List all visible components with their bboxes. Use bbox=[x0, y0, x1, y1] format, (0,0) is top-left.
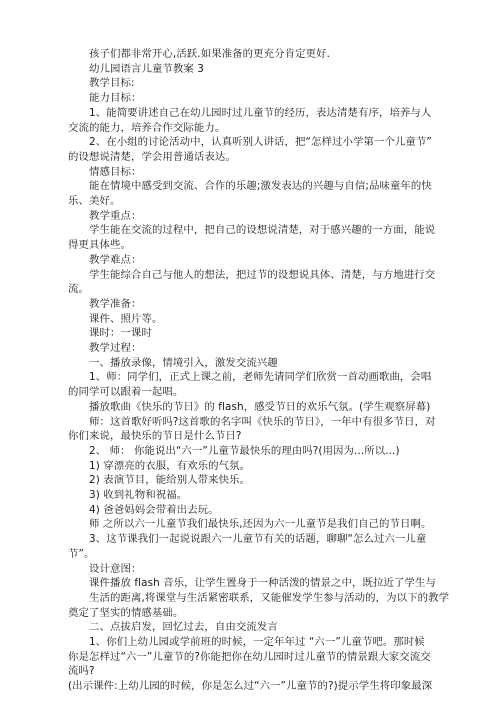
text-line: 学生能在交流的过程中，把自己的设想说清楚，对于感兴趣的一方面，能说 bbox=[89, 224, 436, 237]
text-line: 1、能简要讲述自己在幼儿园时过儿童节的经历，表达清楚有序，培养与人 bbox=[89, 106, 432, 119]
text-line: 生活的距离,将课堂与生活紧密联系，又能催发学生参与活动的，为以下的教学 bbox=[89, 591, 450, 604]
text-line: 1、你们上幼儿园或学前班的时候，一定年年过 “六一”儿童节吧。那时候 bbox=[89, 636, 425, 648]
text-line: 3、这节课我们一起说说跟六一儿童节有关的话题，聊聊“怎么过六一儿童 bbox=[89, 533, 427, 546]
text-line: 的设想说清楚，学会用普通话表达。 bbox=[68, 150, 236, 163]
text-line: 乐、美好。 bbox=[68, 195, 121, 207]
text-line: 2、 师： 你能说出“六一”儿童节最快乐的理由吗?(用因为...所以...) bbox=[89, 444, 400, 457]
text-line: 教学难点： bbox=[89, 253, 142, 266]
text-line: 课件、照片等。 bbox=[89, 312, 163, 325]
text-line: 设计意图： bbox=[89, 562, 142, 575]
text-line: 流吗? bbox=[68, 665, 95, 678]
text-line: 1) 穿漂亮的衣服，有欢乐的气氛。 bbox=[89, 459, 251, 472]
text-line: 课时：一课时 bbox=[89, 327, 152, 340]
text-line: 3) 收到礼物和祝福。 bbox=[89, 489, 188, 501]
text-line: (出示课件:上幼儿园的时候，你是怎么过“六一”儿童节的?)提示学生将印象最深 bbox=[68, 680, 433, 693]
text-line: 播放歌曲《快乐的节日》的 flash，感受节日的欢乐气氛。(学生观察屏幕) bbox=[89, 400, 431, 413]
text-line: 一、播放录像，情境引入，激发交流兴趣 bbox=[89, 356, 278, 369]
text-line: 课件播放 flash 音乐，让学生置身于一种活泼的情景之中，既拉近了学生与 bbox=[89, 577, 436, 590]
text-line: 幼儿园语言儿童节教案 3 bbox=[89, 62, 205, 75]
text-line: 师：这首歌好听吗?这首歌的名字叫《快乐的节日》，一年中有很多节日，对 bbox=[89, 415, 436, 428]
text-line: 流。 bbox=[68, 283, 89, 296]
text-line: 能力目标： bbox=[89, 92, 142, 105]
text-line: 你是怎样过“六一”儿童节的?你能把你在幼儿园时过儿童节的情景跟大家交流交 bbox=[68, 650, 431, 663]
text-line: 得更具体些。 bbox=[68, 239, 131, 252]
text-line: 师 之所以六一儿童节我们最快乐,还因为六一儿童节是我们自己的节日啊。 bbox=[89, 518, 432, 531]
text-line: 节”。 bbox=[68, 547, 95, 560]
text-line: 2、在小组的讨论活动中，认真听别人讲话，把“怎样过小学第一个儿童节” bbox=[89, 136, 432, 149]
text-line: 4) 爸爸妈妈会带着出去玩。 bbox=[89, 503, 219, 516]
text-line: 教学准备： bbox=[89, 297, 142, 310]
text-line: 你们来说，最快乐的节日是什么节日? bbox=[68, 430, 242, 443]
text-line: 二、点拔启发，回忆过去，自由交流发言 bbox=[89, 621, 278, 634]
text-line: 2) 表演节目，能给别人带来快乐。 bbox=[89, 474, 251, 487]
text-line: 奠定了坚实的情感基础。 bbox=[68, 606, 184, 619]
text-line: 1、师：同学们，正式上课之前，老师先请同学们欣赏一首动画歌曲，会唱 bbox=[89, 371, 432, 384]
text-line: 教学重点： bbox=[89, 209, 142, 222]
text-line: 的同学可以跟着一起唱。 bbox=[68, 386, 184, 399]
text-line: 能在情境中感受到交流、合作的乐趣;激发表达的兴趣与自信;品味童年的快 bbox=[89, 180, 432, 193]
text-line: 教学过程： bbox=[89, 342, 142, 354]
text-line: 情感目标： bbox=[89, 165, 142, 178]
text-line: 交流的能力，培养合作交际能力。 bbox=[68, 121, 226, 134]
text-line: 孩子们都非常开心,活跃.如果准备的更充分肯定更好. bbox=[89, 48, 330, 60]
text-line: 教学目标: bbox=[89, 77, 135, 90]
text-line: 学生能综合自己与他人的想法，把过节的设想说具体、清楚，与方地进行交 bbox=[89, 268, 436, 281]
